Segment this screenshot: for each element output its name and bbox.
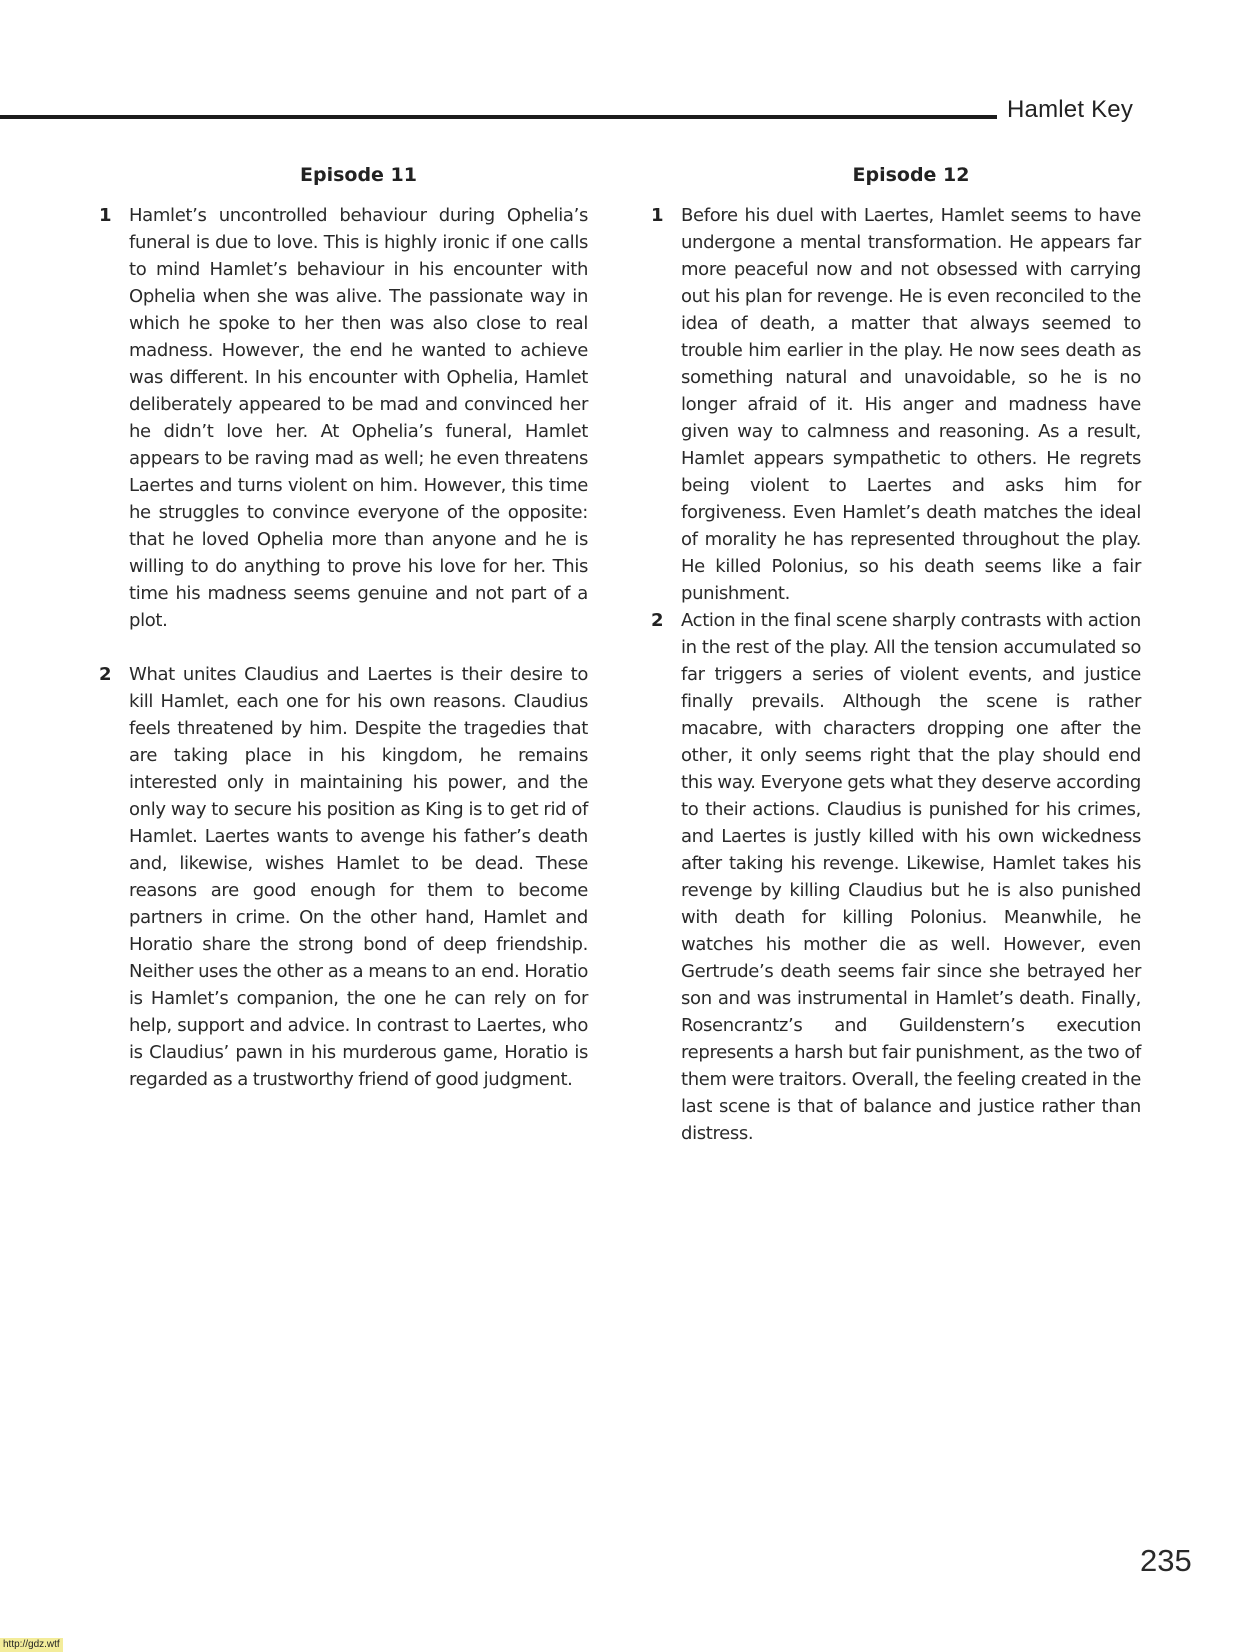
answer-text: What unites Claudius and Laertes is their desire to kill Hamlet, each one for his own reasons. Claudius feels threatened by him. Despite the tragedies that are taking place in his kingdom, he remains interested only in maintaining his power, and the only way to secure his position as King is to get rid of Hamlet. Laertes wants to avenge his father’s death and, likewise, wishes Hamlet to be dead. These reasons are good enough for them to become partners in crime. On the other hand, Hamlet and Horatio share the strong bond of deep friendship. Neither uses the other as a means to an end. Horatio is Hamlet’s companion, the one he can rely on for help, support and advice. In contrast to Laertes, who is Claudius’ pawn in his murderous game, Horatio is regarded as a trustworthy friend of good judgment.	[129, 664, 588, 1090]
header-rule	[0, 115, 997, 119]
answer-text: Before his duel with Laertes, Hamlet seems to have undergone a mental transformation. He appears far more peaceful now and not obsessed with carrying out his plan for revenge. He is even reconciled to the idea of death, a matter that always seemed to trouble him earlier in the play. He now sees death as something natural and unavoidable, so he is no longer afraid of it. His anger and madness have given way to calmness and reasoning. As a result, Hamlet appears sympathetic to others. He regrets being violent to Laertes and asks him for forgiveness. Even Hamlet’s death matches the ideal of morality he has represented throughout the play. He killed Polonius, so his death seems like a fair punishment.	[681, 205, 1141, 604]
answer-text: Hamlet’s uncontrolled behaviour during Ophelia’s funeral is due to love. This is highly ironic if one calls to mind Hamlet’s behaviour in his encounter with Ophelia when she was alive. The passionate way in which he spoke to her then was also close to real madness. However, the end he wanted to achieve was different. In his encounter with Ophelia, Hamlet deliberately appeared to be mad and convinced her he didn’t love her. At Ophelia’s funeral, Hamlet appears to be raving mad as well; he even threatens Laertes and turns violent on him. However, this time he struggles to convince everyone of the opposite: that he loved Ophelia more than anyone and he is willing to do anything to prove his love for her. This time his madness seems genuine and not part of a plot.	[129, 205, 588, 631]
episode-title: Episode 11	[300, 164, 417, 186]
answer-item	[99, 202, 588, 634]
running-header-title: Hamlet Key	[1007, 96, 1134, 123]
watermark-link[interactable]: http://gdz.wtf	[0, 1638, 63, 1652]
answer-number: 1	[651, 205, 664, 226]
episode-12-column	[651, 162, 1141, 1147]
answer-item	[99, 661, 588, 1093]
answer-number: 1	[99, 205, 112, 226]
episode-11-column	[99, 162, 588, 1093]
answer-text: Action in the final scene sharply contrasts with action in the rest of the play. All the tension accumulated so far triggers a series of violent events, and justice finally prevails. Although the scene is rather macabre, with characters dropping one after the other, it only seems right that the play should end this way. Everyone gets what they deserve according to their actions. Claudius is punished for his crimes, and Laertes is justly killed with his own wickedness after taking his revenge. Likewise, Hamlet takes his revenge by killing Claudius but he is also punished with death for killing Polonius. Meanwhile, he watches his mother die as well. However, even Gertrude’s death seems fair since she betrayed her son and was instrumental in Hamlet’s death. Finally, Rosencrantz’s and Guildenstern’s execution represents a harsh but fair punishment, as the two of them were traitors. Overall, the feeling created in the last scene is that of balance and justice rather than distress.	[681, 610, 1141, 1144]
episode-title: Episode 12	[852, 164, 970, 186]
answer-item	[651, 607, 1141, 1147]
answer-number: 2	[99, 664, 112, 685]
spacer	[99, 634, 588, 661]
answer-item	[651, 202, 1141, 607]
page-number: 235	[1140, 1543, 1192, 1578]
answer-number: 2	[651, 610, 664, 631]
